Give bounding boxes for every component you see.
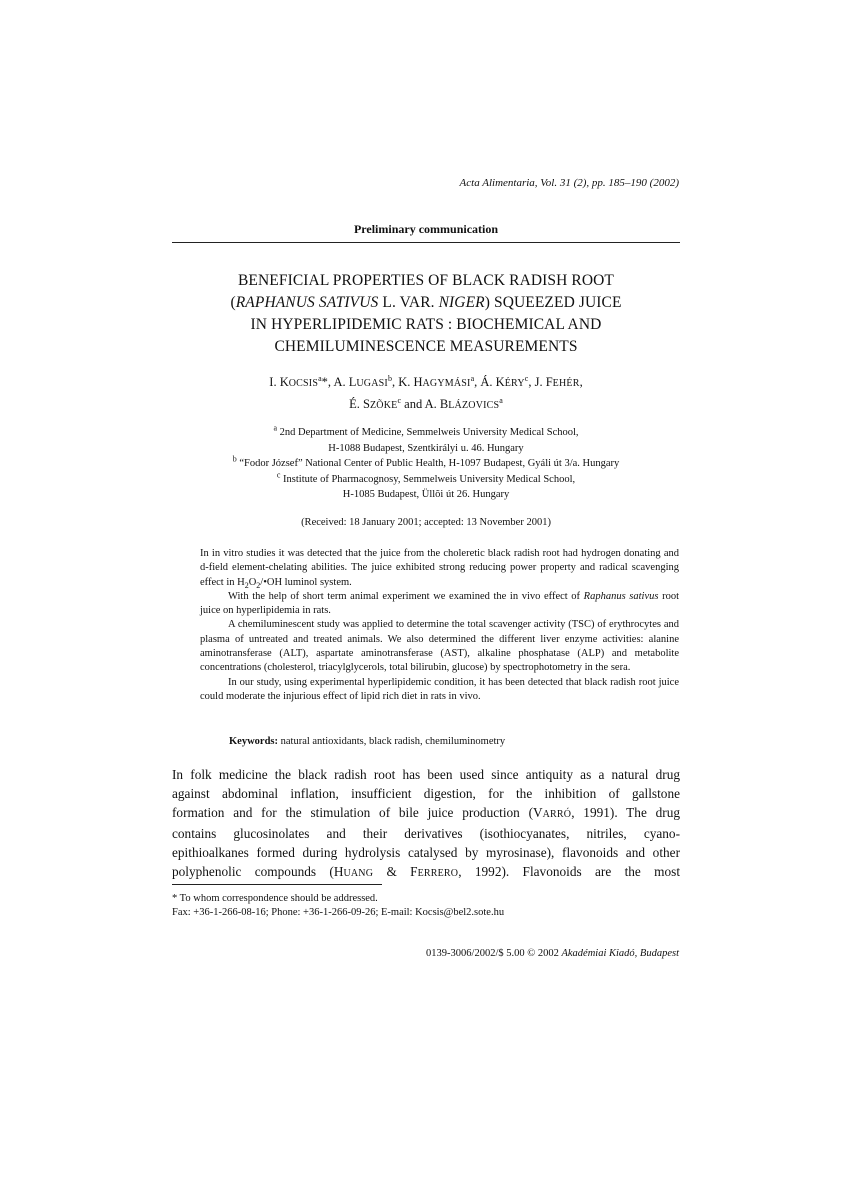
body-line-5: epithioalkanes formed during hydrolysis catalysed by myrosinase), flavonoids and other xyxy=(172,845,680,860)
footer-code: 0139-3006/2002/$ 5.00 © 2002 xyxy=(426,948,562,959)
header-divider xyxy=(172,242,680,243)
footnote-divider xyxy=(172,884,382,885)
authors-line-1: I. KOCSIS$^a$*, A. LUGASI$^b$, K. HAGYMÁSI$^a$, Á. KÉRY$^c$, J. FEHÉR, xyxy=(269,373,583,389)
author-list xyxy=(172,372,680,416)
title-line-2: (RAPHANUS SATIVUS L. VAR. NIGER) SQUEEZED JUICE xyxy=(230,294,622,311)
affiliation-a: $^a$ 2nd Department of Medicine, Semmelweis University Medical School, xyxy=(273,423,579,438)
body-line-6: polyphenolic compounds (HUANG & FERRERO, 1992). Flavonoids are the most xyxy=(172,864,681,879)
title-line-3: IN HYPERLIPIDEMIC RATS : BIOCHEMICAL AND xyxy=(250,316,602,333)
title-line-4: CHEMILUMINESCENCE MEASUREMENTS xyxy=(274,338,578,355)
abstract-paragraph-4: In our study, using experimental hyperlipidemic condition, it has been detected that black radish root juice could moderate the injurious effect of lipid rich diet in rats in vivo. xyxy=(200,676,679,702)
affiliation-c: $^c$ Institute of Pharmacognosy, Semmelweis University Medical School, xyxy=(276,470,576,485)
title-line-1: BENEFICIAL PROPERTIES OF BLACK RADISH ROOT xyxy=(237,272,615,289)
abstract-paragraph-2: With the help of short term animal experiment we examined the in vivo effect of Raphanus sativus root juice on hyperlipidemia in rats. xyxy=(200,590,679,617)
body-line-2: against abdominal inflation, insufficient digestion, for the inhibition of gallstone xyxy=(172,786,680,801)
page-footer xyxy=(426,948,679,959)
authors-line-2: É. SZÕKE$^c$ and A. BLÁZOVICS$^a$ xyxy=(349,395,503,411)
abstract-paragraph-1: In in vitro studies it was detected that the juice from the choleretic black radish root had hydrogen donating and d-field element-chelating abilities. The juice exhibited strong reducing power property and radical scavenging effect in $H_2O_2/•OH$ luminol system. xyxy=(200,548,679,590)
body-text xyxy=(172,765,680,883)
affiliation-b: $^b$ “Fodor József” National Center of Public Health, H-1097 Budapest, Gyáli út 3/a. Hungary xyxy=(232,454,620,469)
abstract xyxy=(200,547,679,704)
abstract-paragraph-3: A chemiluminescent study was applied to determine the total scavenger activity (TSC) of erythrocytes and plasma of untreated and treated animals. We also determined the different liver enzyme activities: alanine aminotransferase (ALT), aspartate aminotransferase (AST), alkaline phosphatase (ALP) and metabolite concentrations (cholesterol, triacylglycerols, total bilirubin, glucose) by spectrophotometry in the sera. xyxy=(200,619,679,674)
body-line-1: In folk medicine the black radish root has been used since antiquity as a natural drug xyxy=(172,767,680,782)
body-line-3: formation and for the stimulation of bile juice production (VARRÓ, 1991). The drug xyxy=(172,805,680,820)
footnote-line-2: Fax: +36-1-266-08-16; Phone: +36-1-266-09-26; E-mail: Kocsis@bel2.sote.hu xyxy=(172,907,505,918)
section-label: Preliminary communication xyxy=(353,222,499,236)
received-dates: (Received: 18 January 2001; accepted: 13 November 2001) xyxy=(301,517,551,528)
keywords-text: natural antioxidants, black radish, chemiluminometry xyxy=(278,736,506,747)
keywords-label: Keywords: xyxy=(229,736,278,747)
footnote xyxy=(172,892,504,920)
affiliation-c-address: H-1085 Budapest, Üllõi út 26. Hungary xyxy=(342,489,510,500)
affiliation-a-address: H-1088 Budapest, Szentkirályi u. 46. Hungary xyxy=(328,442,524,454)
footer-publisher: Akadémiai Kiadó, Budapest xyxy=(561,948,679,959)
article-title xyxy=(172,270,680,358)
affiliations xyxy=(172,425,680,503)
journal-reference: Acta Alimentaria, Vol. 31 (2), pp. 185–190 (2002) xyxy=(459,177,679,189)
keywords xyxy=(229,736,505,747)
footnote-line-1: * To whom correspondence should be addressed. xyxy=(172,893,378,904)
body-line-4: contains glucosinolates and their derivatives (isothiocyanates, nitriles, cyano- xyxy=(172,826,680,841)
